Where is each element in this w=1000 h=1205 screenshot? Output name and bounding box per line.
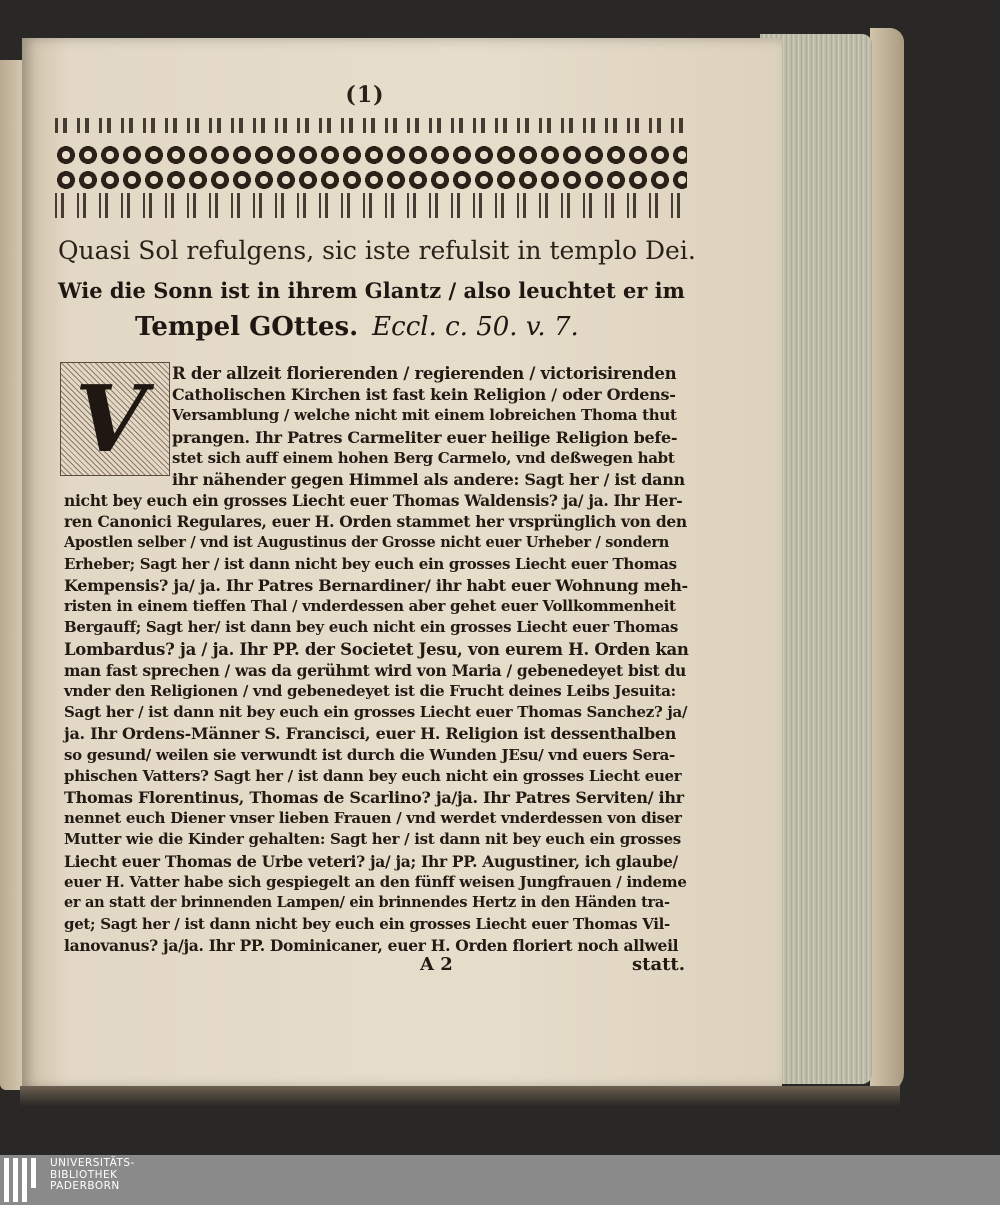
scripture-reference: Eccl. c. 50. v. 7. (372, 312, 579, 342)
footer-bar (0, 1155, 1000, 1205)
text-line: risten in einem tieffen Thal / vnderdessen aber gehet euer Vollkommenheit (64, 597, 676, 616)
text-line: Bergauff; Sagt her/ ist dann bey euch nicht ein grosses Liecht euer Thomas (64, 618, 679, 637)
text-line: ihr nähender gegen Himmel als andere: Sagt her / ist dann (172, 470, 685, 489)
text-line: lanovanus? ja/ja. Ihr PP. Dominicaner, euer H. Orden floriert noch allweil (64, 936, 679, 956)
text-line: Erheber; Sagt her / ist dann nicht bey euch ein grosses Liecht euer Thomas (64, 554, 677, 573)
text-line: Catholischen Kirchen ist fast kein Religion / oder Ordens- (172, 385, 676, 405)
motto-german-line-2 (135, 312, 579, 342)
text-line: euer H. Vatter habe sich gespiegelt an den fünff weisen Jungfrauen / indeme (64, 872, 687, 891)
library-logo-icon (4, 1158, 44, 1202)
decorative-border (55, 118, 687, 218)
text-line: Thomas Florentinus, Thomas de Scarlino? ja/ja. Ihr Patres Serviten/ ihr (64, 788, 684, 807)
text-line: Mutter wie die Kinder gehalten: Sagt her / ist dann nit bey euch ein grosses (64, 830, 681, 849)
text-line: er an statt der brinnenden Lampen/ ein brinnendes Hertz in den Händen tra- (64, 894, 670, 911)
text-line: nicht bey euch ein grosses Liecht euer Thomas Waldensis? ja/ ja. Ihr Her- (64, 491, 683, 511)
book-shadow (20, 1086, 900, 1106)
text-line: Liecht euer Thomas de Urbe veteri? ja/ ja; Ihr PP. Augustiner, ich glaube/ (64, 851, 678, 871)
motto-german-text: Tempel GOttes. (135, 312, 359, 342)
text-line: Sagt her / ist dann nit bey euch ein grosses Liecht euer Thomas Sanchez? ja/ (64, 703, 688, 722)
motto-german-line-1: Wie die Sonn ist in ihrem Glantz / also leuchtet er im (58, 278, 685, 303)
catchword: statt. (632, 954, 686, 975)
library-logo-text (50, 1158, 135, 1193)
logo-line-3: PADERBORN (50, 1180, 120, 1192)
text-line: Apostlen selber / vnd ist Augustinus der Grosse nicht euer Urheber / sondern (64, 533, 670, 551)
text-line: so gesund/ weilen sie verwundt ist durch die Wunden JEsu/ vnd euers Sera- (64, 745, 675, 764)
text-line: Versamblung / welche nicht mit einem lobreichen Thoma thut (172, 406, 677, 425)
text-line: prangen. Ihr Patres Carmeliter euer heilige Religion befe- (172, 427, 678, 447)
text-line: Kempensis? ja/ ja. Ihr Patres Bernardiner/ ihr habt euer Wohnung meh- (64, 576, 688, 595)
text-line: ja. Ihr Ordens-Männer S. Francisci, euer H. Religion ist dessenthalben (64, 724, 677, 744)
initial-letter: V (75, 365, 147, 473)
logo-line-2: BIBLIOTHEK (50, 1168, 118, 1181)
text-line: vnder den Religionen / vnd gebenedeyet ist die Frucht deines Leibs Jesuita: (64, 682, 676, 700)
text-line: phischen Vatters? Sagt her / ist dann bey euch nicht ein grosses Liecht euer (64, 766, 682, 785)
decorated-initial (60, 362, 170, 476)
page-number: (1) (345, 82, 385, 108)
signature-mark: A 2 (420, 954, 453, 975)
text-line: man fast sprechen / was da gerühmt wird von Maria / gebenedeyet bist du (64, 660, 686, 680)
text-line: R der allzeit florierenden / regierenden / victorisirenden (172, 364, 677, 383)
text-line: Lombardus? ja / ja. Ihr PP. der Societet Jesu, von eurem H. Orden kan (64, 639, 689, 659)
text-line: get; Sagt her / ist dann nicht bey euch ein grosses Liecht euer Thomas Vil- (64, 915, 670, 934)
book-cover-edge (870, 28, 904, 1093)
text-line: stet sich auff einem hohen Berg Carmelo, vnd deßwegen habt (172, 448, 675, 467)
motto-latin: Quasi Sol refulgens, sic iste refulsit in templo Dei. (58, 236, 696, 265)
text-line: nennet euch Diener vnser lieben Frauen / vnd werdet vnderdessen von diser (64, 809, 682, 828)
logo-line-1: UNIVERSITÄTS- (50, 1157, 135, 1169)
text-line: ren Canonici Regulares, euer H. Orden stammet her vrsprünglich von den (64, 512, 687, 532)
